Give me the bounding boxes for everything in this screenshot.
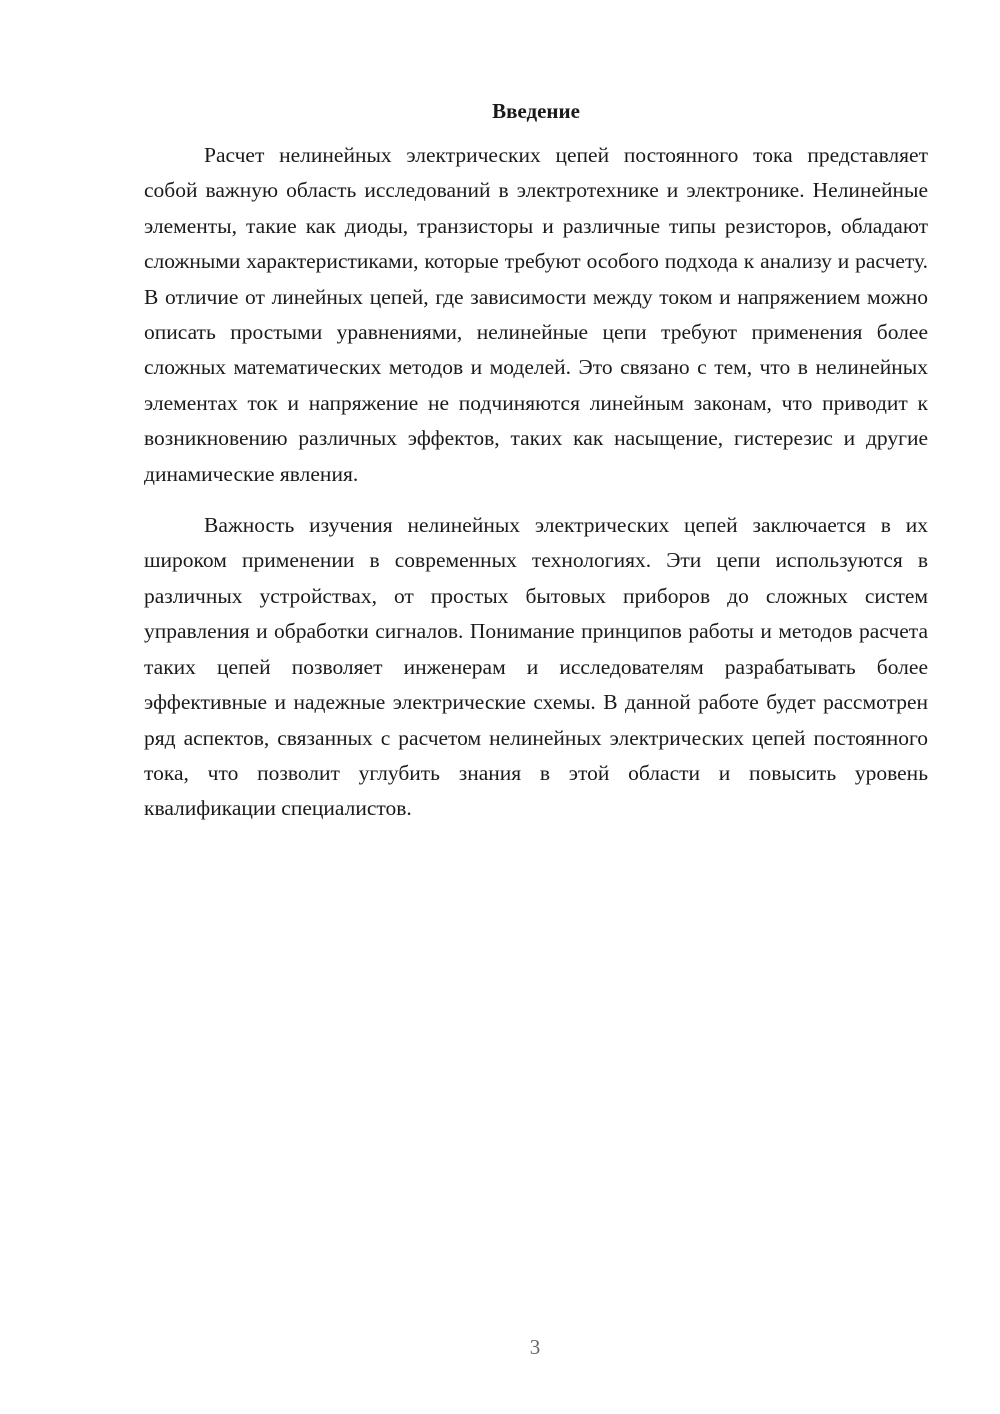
paragraph-1: Расчет нелинейных электрических цепей постоянного тока представляет собой важную область исследований в электротехнике и электронике. Нелинейные элементы, такие как диоды, транзисторы и различные типы резисторов, обладают сложными характеристиками, которые требуют особого подхода к анализу и расчету. В отличие от линейных цепей, где зависимости между током и напряжением можно описать простыми уравнениями, нелинейные цепи требуют применения более сложных математических методов и моделей. Это связано с тем, что в нелинейных элементах ток и напряжение не подчиняются линейным законам, что приводит к возникновению различных эффектов, таких как насыщение, гистерезис и другие динамические явления.	[144, 143, 928, 486]
section-heading: Введение	[492, 99, 580, 123]
paragraph-2: Важность изучения нелинейных электрических цепей заключается в их широком применении в современных технологиях. Эти цепи используются в различных устройствах, от простых бытовых приборов до сложных систем управления и обработки сигналов. Понимание принципов работы и методов расчета таких цепей позволяет инженерам и исследователям разрабатывать более эффективные и надежные электрические схемы. В данной работе будет рассмотрен ряд аспектов, связанных с расчетом нелинейных электрических цепей постоянного тока, что позволит углубить знания в этой области и повысить уровень квалификации специалистов.	[144, 513, 928, 821]
page-number: 3	[529, 1335, 541, 1359]
page-content	[144, 96, 928, 827]
